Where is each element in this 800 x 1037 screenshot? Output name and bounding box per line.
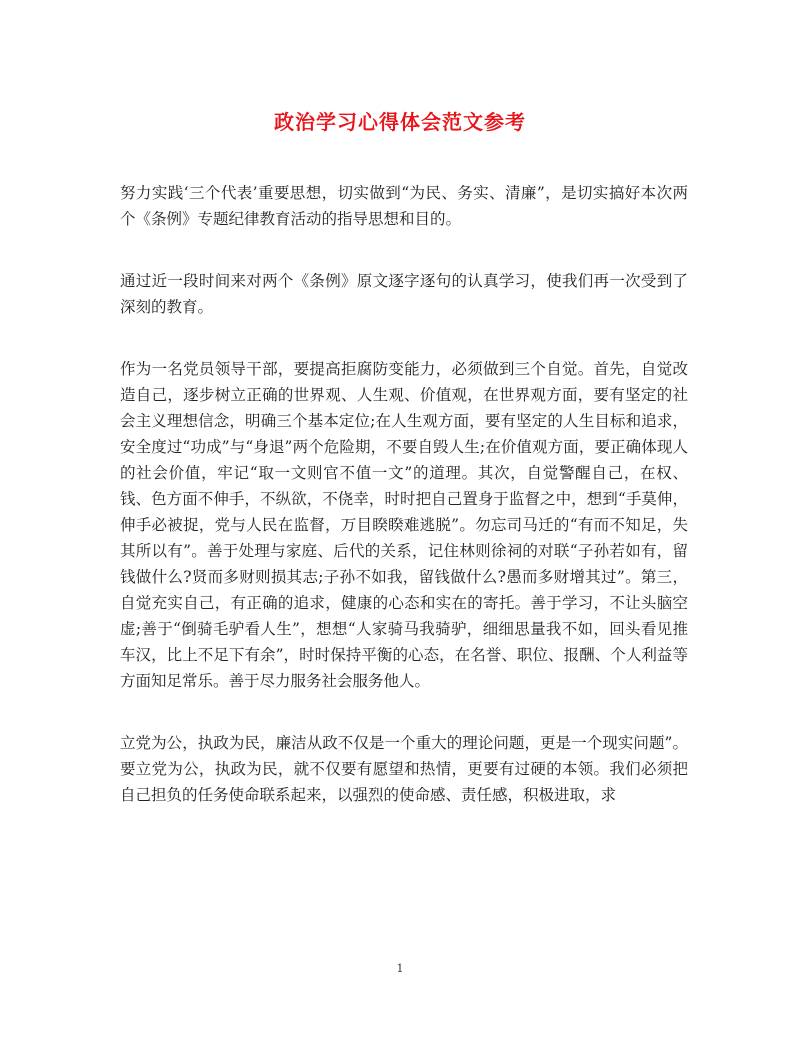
paragraph-3: 作为一名党员领导干部，要提高拒腐防变能力，必须做到三个自觉。首先，自觉改造自己，逐步树立正确的世界观、人生观、价值观，在世界观方面，要有坚定的社会主义理想信念，明确三个基本定位;在人生观方面，要有坚定的人生目标和追求，安全度过“功成”与“身退”两个危险期，不要自毁人生;在价值观方面，要正确体现人的社会价值，牢记“取一文则官不值一文”的道理。其次，自觉警醒自己，在权、钱、色方面不伸手，不纵欲，不侥幸，时时把自己置身于监督之中，想到“手莫伸，伸手必被捉，党与人民在监督，万目睽睽难逃脱”。勿忘司马迁的“有而不知足，失其所以有”。善于处理与家庭、后代的关系，记住林则徐祠的对联“子孙若如有，留钱做什么?贤而多财则损其志;子孙不如我，留钱做什么?愚而多财增其过”。第三，自觉充实自己，有正确的追求，健康的心态和实在的寄托。善于学习，不让头脑空虚;善于“倒骑毛驴看人生”，想想“人家骑马我骑驴，细细思量我不如，回头看见推车汉，比上不足下有余”，时时保持平衡的心态，在名誉、职位、报酬、个人利益等方面知足常乐。善于尽力服务社会服务他人。 bbox=[120, 360, 688, 690]
paragraph-1: 努力实践‘三个代表’重要思想，切实做到“为民、务实、清廉”，是切实搞好本次两个《条例》专题纪律教育活动的指导思想和目的。 bbox=[120, 184, 688, 228]
document-body bbox=[120, 180, 688, 844]
paragraph-4: 立党为公，执政为民，廉洁从政不仅是一个重大的理论问题，更是一个现实问题”。要立党为公，执政为民，就不仅要有愿望和热情，更要有过硬的本领。我们必须把自己担负的任务使命联系起来，以强烈的使命感、责任感，积极进取，求 bbox=[120, 734, 688, 804]
document-title: 政治学习心得体会范文参考 bbox=[274, 110, 526, 134]
page-number: 1 bbox=[396, 962, 404, 975]
paragraph-2: 通过近一段时间来对两个《条例》原文逐字逐句的认真学习，使我们再一次受到了深刻的教育。 bbox=[120, 272, 688, 316]
